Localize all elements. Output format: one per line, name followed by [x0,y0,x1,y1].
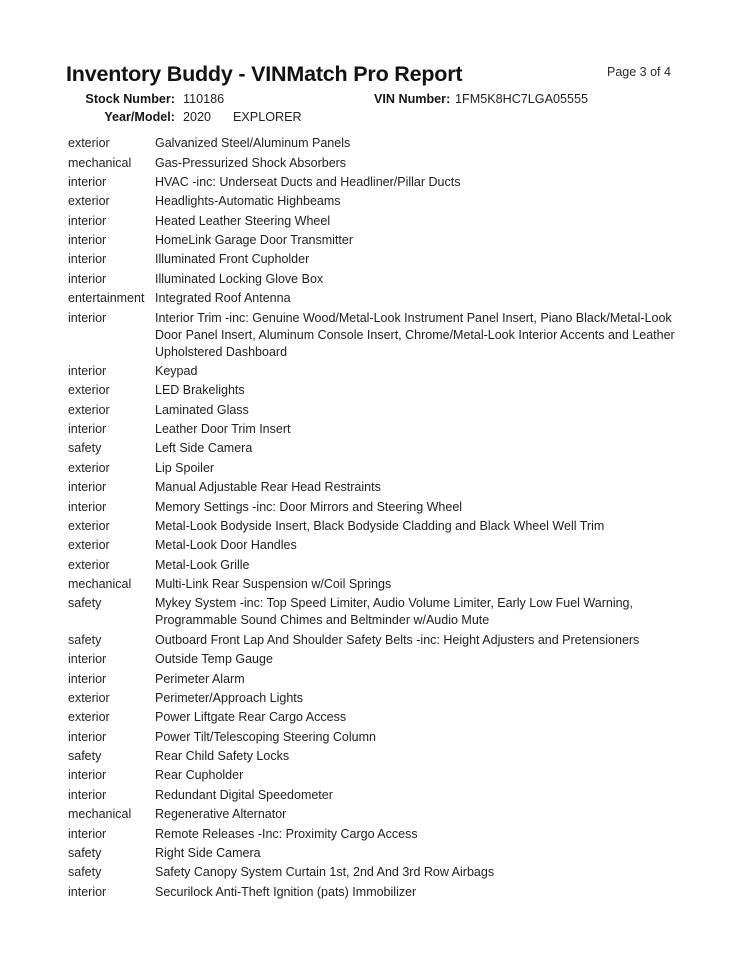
feature-description: HomeLink Garage Door Transmitter [155,233,353,248]
stock-number-value: 110186 [183,92,225,106]
page-title: Inventory Buddy - VINMatch Pro Report [66,62,463,86]
feature-category: interior [68,499,107,514]
feature-description: Laminated Glass [155,402,249,417]
feature-description: Multi-Link Rear Suspension w/Coil Springs [155,577,392,592]
feature-category: exterior [68,557,110,572]
feature-description: Regenerative Alternator [155,807,287,822]
feature-category: safety [68,632,102,647]
feature-description: Perimeter/Approach Lights [155,690,303,705]
feature-row [68,536,680,555]
feature-category: interior [68,310,107,325]
feature-category: interior [68,174,107,189]
feature-description: Rear Child Safety Locks [155,749,290,764]
feature-row [68,786,680,805]
feature-description: Outboard Front Lap And Shoulder Safety Belts -inc: Height Adjusters and Pretensioners [155,632,640,647]
feature-description: Heated Leather Steering Wheel [155,213,331,228]
feature-category: interior [68,480,107,495]
feature-category: interior [68,213,107,228]
feature-category: mechanical [68,155,132,170]
feature-description: Safety Canopy System Curtain 1st, 2nd And 3rd Row Airbags [155,865,495,880]
feature-description: Integrated Roof Antenna [155,291,291,306]
feature-category: safety [68,441,102,456]
feature-row [68,594,680,630]
feature-row [68,824,680,843]
feature-category: safety [68,749,102,764]
feature-description: Illuminated Front Cupholder [155,252,310,267]
feature-description: LED Brakelights [155,383,245,398]
feature-description: Right Side Camera [155,845,261,860]
feature-description: Left Side Camera [155,441,253,456]
feature-category: exterior [68,402,110,417]
feature-category: exterior [68,710,110,725]
feature-row [68,289,680,308]
feature-description: Manual Adjustable Rear Head Restraints [155,480,381,495]
vin-number-label: VIN Number: [374,92,451,106]
feature-description: Lip Spoiler [155,460,215,475]
feature-row [68,192,680,211]
feature-row [68,250,680,269]
feature-description: Remote Releases -Inc: Proximity Cargo Access [155,826,418,841]
feature-row [68,883,680,902]
feature-category: interior [68,787,107,802]
year-model-label: Year/Model: [104,109,175,124]
feature-category: interior [68,422,107,437]
feature-row [68,420,680,439]
feature-category: mechanical [68,807,132,822]
feature-category: entertainment [68,291,145,306]
feature-category: interior [68,884,107,899]
feature-description: Galvanized Steel/Aluminum Panels [155,136,351,151]
feature-category: exterior [68,383,110,398]
feature-row [68,669,680,688]
feature-row [68,308,680,361]
feature-category: exterior [68,518,110,533]
feature-category: exterior [68,136,110,151]
feature-category: interior [68,729,107,744]
feature-category: interior [68,363,107,378]
feature-description: Keypad [155,363,198,378]
year-value: 2020 [183,109,212,124]
feature-description: Mykey System -inc: Top Speed Limiter, Audio Volume Limiter, Early Low Fuel Warning, Programmable Sound Chimes and Beltminder w/Audio Mute [155,596,633,628]
feature-row [68,575,680,594]
feature-description: Redundant Digital Speedometer [155,787,333,802]
feature-row [68,863,680,882]
feature-row [68,478,680,497]
feature-category: interior [68,826,107,841]
feature-row [68,212,680,231]
feature-row [68,844,680,863]
feature-category: exterior [68,194,110,209]
feature-row [68,153,680,172]
feature-row [68,689,680,708]
feature-row [68,497,680,516]
feature-description: Metal-Look Bodyside Insert, Black Bodyside Cladding and Black Wheel Well Trim [155,518,605,533]
feature-row [68,517,680,536]
feature-category: exterior [68,690,110,705]
feature-row [68,401,680,420]
feature-row [68,134,680,153]
feature-row [68,381,680,400]
feature-row [68,650,680,669]
model-value: EXPLORER [233,109,302,124]
feature-row [68,631,680,650]
meta-row-stock-vin [0,92,742,110]
page-number: Page 3 of 4 [607,65,671,79]
feature-row [68,747,680,766]
feature-category: interior [68,271,107,286]
feature-row [68,231,680,250]
feature-category: interior [68,233,107,248]
feature-category: exterior [68,538,110,553]
feature-row [68,805,680,824]
feature-description: Perimeter Alarm [155,671,245,686]
feature-description: Memory Settings -inc: Door Mirrors and Steering Wheel [155,499,463,514]
feature-row [68,728,680,747]
feature-category: safety [68,845,102,860]
meta-row-year-model [0,110,742,128]
feature-description: Outside Temp Gauge [155,652,273,667]
feature-row [68,708,680,727]
feature-category: exterior [68,460,110,475]
feature-description: Metal-Look Grille [155,557,250,572]
feature-description: Interior Trim -inc: Genuine Wood/Metal-Look Instrument Panel Insert, Piano Black/Metal-Look Door Panel Insert, Aluminum Console Insert, Chrome/Metal-Look Interior Accents and Leather Upholstered Dashboard [155,310,675,359]
feature-row [68,459,680,478]
feature-row [68,270,680,289]
feature-list [68,134,680,902]
feature-category: interior [68,671,107,686]
feature-description: Rear Cupholder [155,768,244,783]
feature-description: Power Tilt/Telescoping Steering Column [155,729,376,744]
feature-row [68,766,680,785]
feature-description: Power Liftgate Rear Cargo Access [155,710,347,725]
feature-description: HVAC -inc: Underseat Ducts and Headliner/Pillar Ducts [155,174,461,189]
feature-category: mechanical [68,577,132,592]
stock-number-label: Stock Number: [85,92,175,106]
feature-description: Gas-Pressurized Shock Absorbers [155,155,347,170]
feature-row [68,439,680,458]
feature-row [68,173,680,192]
feature-row [68,556,680,575]
feature-description: Headlights-Automatic Highbeams [155,194,341,209]
feature-description: Leather Door Trim Insert [155,422,291,437]
report-meta [0,92,742,127]
feature-row [68,362,680,381]
feature-category: safety [68,865,102,880]
feature-description: Illuminated Locking Glove Box [155,271,324,286]
feature-category: safety [68,596,102,611]
vin-number-value: 1FM5K8HC7LGA05555 [455,92,589,106]
feature-description: Securilock Anti-Theft Ignition (pats) Immobilizer [155,884,417,899]
feature-description: Metal-Look Door Handles [155,538,297,553]
feature-category: interior [68,768,107,783]
feature-category: interior [68,252,107,267]
feature-category: interior [68,652,107,667]
